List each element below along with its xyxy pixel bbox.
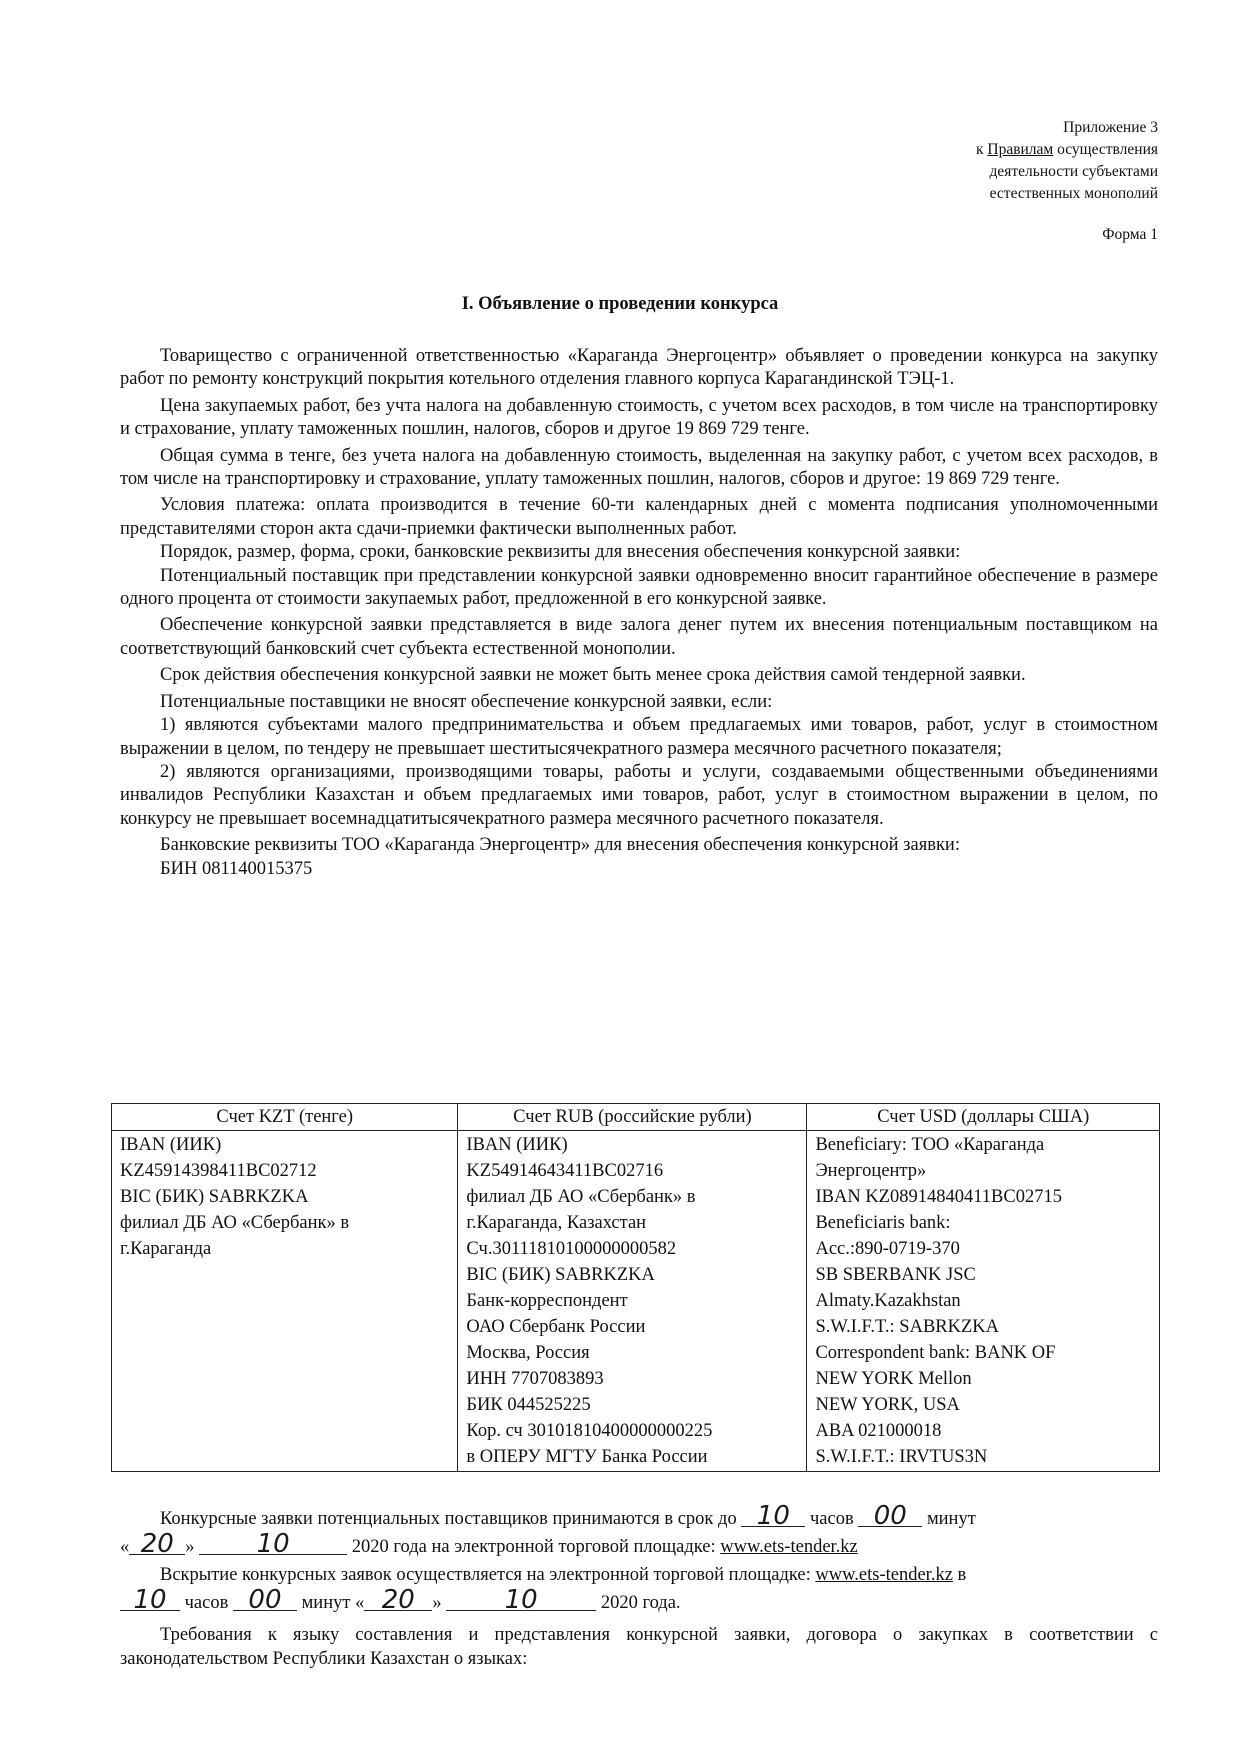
bin-number: БИН 081140015375 bbox=[160, 858, 313, 879]
kzt-line: IBAN (ИИК) bbox=[120, 1135, 222, 1155]
paragraph: 1) являются субъектами малого предпринимательства и объем предлагаемых ими товаров, работ, услуг в стоимостном выражении в целом, по тендеру не превышает шеститысячекратного размера месячного расчетного показателя; bbox=[120, 715, 1158, 759]
form-label: Форма 1 bbox=[1102, 226, 1158, 243]
usd-line: Beneficiaris bank: bbox=[815, 1213, 951, 1233]
rub-line: Сч.30111810100000000582 bbox=[466, 1239, 677, 1259]
paragraph: Потенциальный поставщик при представлении конкурсной заявки одновременно вносит гарантийное обеспечение в размере одного процента от стоимости закупаемых работ, предложенной в его конкурсной заявке. bbox=[120, 565, 1158, 610]
paragraph: Товарищество с ограниченной ответственностью «Караганда Энергоцентр» объявляет о проведении конкурса на закупку работ по ремонту конструкций покрытия котельного отделения главного корпуса Карагандинской ТЭЦ-1. bbox=[120, 346, 1158, 390]
usd-line: Almaty.Kazakhstan bbox=[815, 1291, 961, 1311]
usd-line: NEW YORK, USA bbox=[815, 1395, 960, 1415]
paragraph: Потенциальные поставщики не вносят обеспечение конкурсной заявки, если: bbox=[160, 691, 773, 712]
paragraph: 2) являются организациями, производящими товары, работы и услуги, создаваемыми общественными объединениями инвалидов Республики Казахстан и объем предлагаемых ими товаров, работ, услуг в стоимостном выражении в целом, по конкурсу не превышает восемнадцатитысячекратного размера месячного расчетного показателя. bbox=[120, 761, 1158, 829]
announcement-body bbox=[120, 345, 1158, 881]
rub-line: г.Караганда, Казахстан bbox=[466, 1213, 647, 1233]
deadlines-section bbox=[120, 1501, 1158, 1671]
paragraph: Обеспечение конкурсной заявки представляется в виде залога денег путем их внесения потенциальным поставщиком на соответствующий банковский счет субъекта естественной монополии. bbox=[120, 615, 1158, 659]
opening-day-handwritten: 20 bbox=[364, 1590, 432, 1611]
appendix-line: деятельности субъектами bbox=[989, 163, 1158, 180]
opening-minutes-handwritten: 00 bbox=[233, 1590, 297, 1611]
table-header-row bbox=[112, 1104, 1160, 1131]
rub-line: Банк-корреспондент bbox=[466, 1291, 628, 1311]
paragraph: Общая сумма в тенге, без учета налога на добавленную стоимость, выделенная на закупку работ, с учетом всех расходов, в том числе на транспортировку и страхование, уплату таможенных пошлин, налогов, сборов и другое: 19 869 729 тенге. bbox=[120, 445, 1158, 490]
rub-details-cell bbox=[458, 1131, 807, 1472]
kzt-line: филиал ДБ АО «Сбербанк» в bbox=[120, 1213, 350, 1233]
paragraph: Порядок, размер, форма, сроки, банковские реквизиты для внесения обеспечения конкурсной заявки: bbox=[160, 542, 961, 563]
usd-line: S.W.I.F.T.: SABRKZKA bbox=[815, 1317, 1000, 1337]
rub-line: KZ54914643411BC02716 bbox=[466, 1161, 664, 1181]
submission-deadline-line2: « 20 » 10 2020 года на электронной торговой площадке: www.ets-tender.kz bbox=[120, 1529, 858, 1559]
submission-minutes-handwritten: 00 bbox=[858, 1506, 922, 1527]
usd-line: Acc.:890-0719-370 bbox=[815, 1239, 960, 1259]
paragraph: Условия платежа: оплата производится в течение 60-ти календарных дней с момента подписания уполномоченными представителями сторон акта сдачи-приемки фактически выполненных работ. bbox=[120, 495, 1158, 539]
bank-accounts-table bbox=[111, 1103, 1160, 1472]
kzt-line: г.Караганда bbox=[120, 1239, 212, 1259]
paragraph: Срок действия обеспечения конкурсной заявки не может быть менее срока действия самой тендерной заявки. bbox=[160, 665, 1026, 686]
ets-tender-link[interactable]: www.ets-tender.kz bbox=[815, 1565, 953, 1585]
appendix-line: естественных монополий bbox=[989, 185, 1158, 202]
rub-line: ИНН 7707083893 bbox=[466, 1369, 604, 1389]
usd-details-cell bbox=[807, 1131, 1160, 1472]
usd-line: Correspondent bank: BANK OF bbox=[815, 1343, 1056, 1363]
header-rub: Счет RUB (российские рубли) bbox=[458, 1104, 807, 1131]
ets-tender-link[interactable]: www.ets-tender.kz bbox=[720, 1537, 858, 1557]
document-title: I. Объявление о проведении конкурса bbox=[461, 294, 779, 314]
usd-line: Энергоцентр» bbox=[815, 1161, 927, 1181]
usd-line: S.W.I.F.T.: IRVTUS3N bbox=[815, 1447, 988, 1467]
usd-line: Beneficiary: ТОО «Караганда bbox=[815, 1135, 1045, 1155]
table-row bbox=[112, 1131, 1160, 1472]
language-requirements: Требования к языку составления и представления конкурсной заявки, договора о закупках в соответствии с законодательством Республики Казахстан о языках: bbox=[120, 1625, 1158, 1669]
header-kzt: Счет KZT (тенге) bbox=[112, 1104, 458, 1131]
usd-line: IBAN KZ08914840411BC02715 bbox=[815, 1187, 1062, 1207]
opening-month-handwritten: 10 bbox=[446, 1590, 596, 1611]
usd-line: ABA 021000018 bbox=[815, 1421, 942, 1441]
rub-line: в ОПЕРУ МГТУ Банка России bbox=[466, 1447, 708, 1467]
kzt-details-cell bbox=[112, 1131, 458, 1472]
opening-hour-handwritten: 10 bbox=[120, 1590, 180, 1611]
kzt-line: BIC (БИК) SABRKZKA bbox=[120, 1187, 309, 1207]
rub-line: ОАО Сбербанк России bbox=[466, 1317, 646, 1337]
paragraph: Банковские реквизиты ТОО «Караганда Энергоцентр» для внесения обеспечения конкурсной заявки: bbox=[160, 835, 960, 856]
submission-hour-handwritten: 10 bbox=[741, 1506, 805, 1527]
appendix-line: к Правилам осуществления bbox=[975, 141, 1158, 158]
submission-month-handwritten: 10 bbox=[199, 1534, 347, 1555]
kzt-line: KZ45914398411BC02712 bbox=[120, 1161, 317, 1181]
rules-link: Правилам bbox=[987, 141, 1054, 158]
rub-line: BIC (БИК) SABRKZKA bbox=[466, 1265, 655, 1285]
usd-line: SB SBERBANK JSC bbox=[815, 1265, 976, 1285]
appendix-reference bbox=[976, 117, 1158, 205]
opening-line2: 10 часов 00 минут « 20 » 10 2020 года. bbox=[120, 1589, 1158, 1617]
rub-line: БИК 044525225 bbox=[466, 1395, 591, 1415]
paragraph: Цена закупаемых работ, без учта налога на добавленную стоимость, с учетом всех расходов, в том числе на транспортировку и страхование, уплату таможенных пошлин, налогов, сборов и другое 19 869 729 тенге. bbox=[120, 395, 1158, 440]
submission-day-handwritten: 20 bbox=[129, 1534, 185, 1555]
appendix-line: Приложение 3 bbox=[1063, 119, 1158, 136]
rub-line: IBAN (ИИК) bbox=[466, 1135, 568, 1155]
header-usd: Счет USD (доллары США) bbox=[807, 1104, 1160, 1131]
usd-line: NEW YORK Mellon bbox=[815, 1369, 972, 1389]
rub-line: Кор. сч 30101810400000000225 bbox=[466, 1421, 713, 1441]
opening-line1: Вскрытие конкурсных заявок осуществляется на электронной торговой площадке: www.ets-tender.kz в bbox=[160, 1565, 967, 1585]
submission-deadline-line1: Конкурсные заявки потенциальных поставщиков принимаются в срок до 10 часов 00 минут bbox=[160, 1501, 976, 1531]
rub-line: Москва, Россия bbox=[466, 1343, 590, 1363]
rub-line: филиал ДБ АО «Сбербанк» в bbox=[466, 1187, 696, 1207]
